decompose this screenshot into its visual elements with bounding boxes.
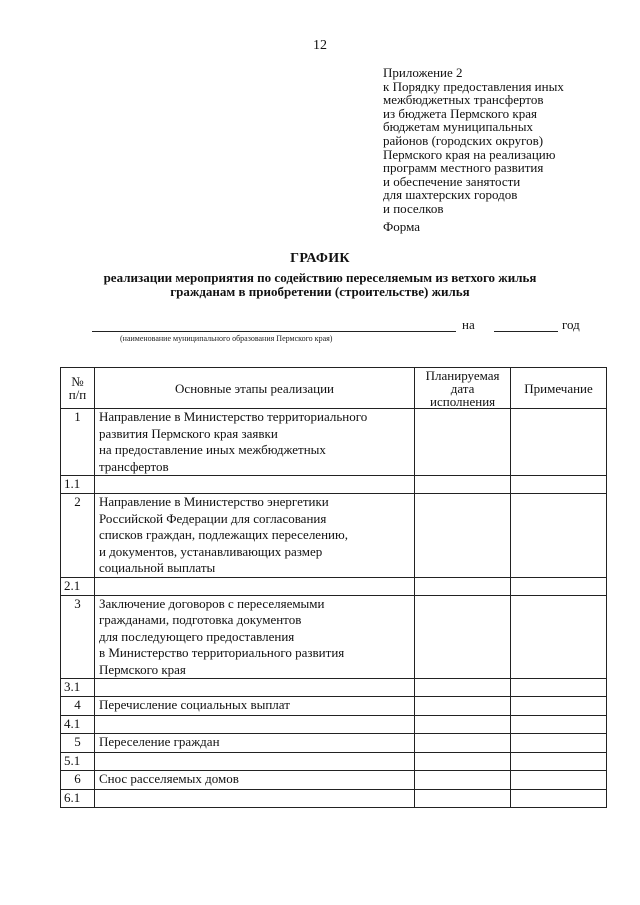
row-planned-date[interactable] — [415, 771, 511, 790]
stage-line: развития Пермского края заявки — [98, 425, 278, 441]
row-stage — [94, 577, 414, 595]
row-number: 5.1 — [61, 753, 95, 771]
row-number: 3.1 — [61, 679, 95, 697]
stage-line: социальной выплаты — [98, 560, 216, 575]
row-planned-date[interactable] — [415, 577, 511, 595]
row-stage — [94, 697, 414, 716]
row-stage — [94, 679, 414, 697]
subtitle-line: реализации мероприятия по содействию переселяемым из ветхого жилья — [103, 270, 537, 285]
row-stage — [94, 595, 414, 679]
stage-line: Заключение договоров с переселяемыми — [98, 595, 325, 611]
row-stage — [94, 409, 414, 476]
row-number: 6.1 — [61, 790, 95, 808]
row-note[interactable] — [511, 409, 607, 476]
table-row — [61, 679, 607, 697]
row-planned-date[interactable] — [415, 409, 511, 476]
appendix-line: бюджетам муниципальных — [383, 119, 533, 135]
table-row — [61, 577, 607, 595]
row-planned-date[interactable] — [415, 679, 511, 697]
row-stage — [94, 771, 414, 790]
row-stage — [94, 476, 414, 494]
stage-line: списков граждан, подлежащих переселению, — [98, 527, 348, 542]
row-planned-date[interactable] — [415, 697, 511, 716]
row-number: 5 — [61, 734, 95, 753]
table-row — [61, 753, 607, 771]
document-title: ГРАФИК — [290, 251, 350, 266]
appendix-line: для шахтерских городов — [383, 187, 518, 203]
row-number: 1 — [61, 409, 95, 476]
table-row — [61, 409, 607, 476]
appendix-line: межбюджетных трансфертов — [383, 92, 544, 108]
row-stage — [94, 494, 414, 578]
row-number: 2.1 — [61, 577, 95, 595]
appendix-line: и поселков — [383, 200, 444, 216]
row-number: 4 — [61, 697, 95, 716]
row-note[interactable] — [511, 595, 607, 679]
row-note[interactable] — [511, 734, 607, 753]
row-stage — [94, 753, 414, 771]
table-row — [61, 476, 607, 494]
appendix-block — [383, 66, 633, 216]
stage-line: Снос расселяемых домов — [98, 771, 239, 786]
row-number: 3 — [61, 595, 95, 679]
table-row — [61, 771, 607, 790]
row-note[interactable] — [511, 577, 607, 595]
stage-line: Перечисление социальных выплат — [98, 697, 290, 712]
table-row — [61, 716, 607, 734]
page-number: 12 — [313, 38, 327, 53]
appendix-line: Пермского края на реализацию — [383, 146, 556, 162]
stage-line: в Министерство территориального развития — [98, 645, 345, 660]
row-note[interactable] — [511, 790, 607, 808]
row-note[interactable] — [511, 716, 607, 734]
stage-line: Переселение граждан — [98, 734, 220, 749]
table-header-row — [61, 368, 607, 409]
stage-line: Пермского края — [98, 661, 186, 677]
row-stage — [94, 790, 414, 808]
row-number: 6 — [61, 771, 95, 790]
form-label: Форма — [383, 219, 420, 234]
row-planned-date[interactable] — [415, 476, 511, 494]
row-note[interactable] — [511, 679, 607, 697]
table-row — [61, 697, 607, 716]
row-number: 4.1 — [61, 716, 95, 734]
row-note[interactable] — [511, 771, 607, 790]
table-row — [61, 595, 607, 679]
stage-line: Российской Федерации для согласования — [98, 510, 327, 526]
row-planned-date[interactable] — [415, 790, 511, 808]
row-note[interactable] — [511, 476, 607, 494]
row-stage — [94, 734, 414, 753]
appendix-line: к Порядку предоставления иных — [383, 78, 564, 94]
header-date: Планируемая дата исполнения — [415, 368, 511, 409]
row-note[interactable] — [511, 494, 607, 578]
header-num: № п/п — [61, 368, 95, 409]
appendix-line: Приложение 2 — [383, 65, 463, 80]
stage-line: гражданами, подготовка документов — [98, 612, 302, 627]
appendix-line: из бюджета Пермского края — [383, 105, 538, 121]
table-row — [61, 734, 607, 753]
year-field[interactable] — [494, 331, 558, 332]
schedule-table — [60, 367, 607, 808]
row-number: 1.1 — [61, 476, 95, 494]
subtitle-line: гражданам в приобретении (строительстве) жилья — [170, 284, 470, 299]
row-planned-date[interactable] — [415, 734, 511, 753]
header-stage: Основные этапы реализации — [94, 368, 414, 409]
year-label: год — [562, 317, 580, 332]
row-note[interactable] — [511, 697, 607, 716]
row-note[interactable] — [511, 753, 607, 771]
row-planned-date[interactable] — [415, 753, 511, 771]
header-note: Примечание — [511, 368, 607, 409]
municipality-name-field[interactable] — [92, 331, 456, 332]
row-planned-date[interactable] — [415, 494, 511, 578]
municipality-caption: (наименование муниципального образования Пермского края) — [120, 334, 333, 343]
appendix-line: районов (городских округов) — [383, 132, 544, 148]
municipality-na-label: на — [462, 317, 475, 332]
stage-line: Направление в Министерство территориального — [98, 409, 368, 424]
stage-line: и документов, устанавливающих размер — [98, 543, 323, 559]
stage-line: на предоставление иных межбюджетных — [98, 442, 326, 457]
row-number: 2 — [61, 494, 95, 578]
table-row — [61, 790, 607, 808]
row-planned-date[interactable] — [415, 595, 511, 679]
document-subtitle — [40, 271, 600, 299]
stage-line: для последующего предоставления — [98, 628, 295, 644]
table-row — [61, 494, 607, 578]
appendix-line: программ местного развития — [383, 160, 544, 176]
stage-line: Направление в Министерство энергетики — [98, 494, 329, 509]
row-planned-date[interactable] — [415, 716, 511, 734]
row-stage — [94, 716, 414, 734]
stage-line: трансфертов — [98, 458, 169, 474]
table-body — [61, 409, 607, 808]
appendix-line: и обеспечение занятости — [383, 173, 521, 189]
